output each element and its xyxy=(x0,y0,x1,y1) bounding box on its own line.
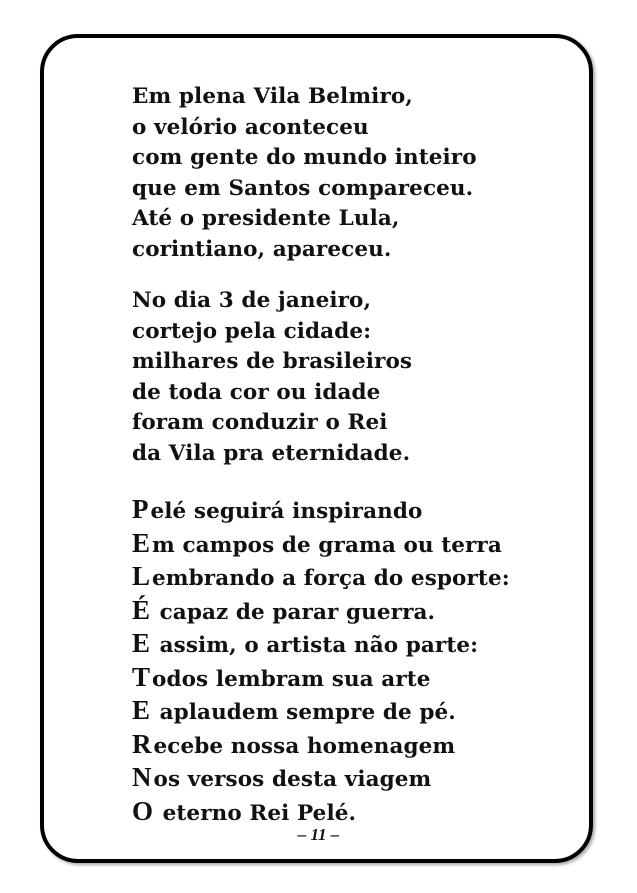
poem-line: foram conduzir o Rei xyxy=(132,410,388,435)
stanza-2 xyxy=(132,286,412,469)
poem-line: milhares de brasileiros xyxy=(132,349,413,374)
stanza-1 xyxy=(132,82,477,265)
acrostic-rest: ecebe nossa homenagem xyxy=(153,733,456,759)
poem-line: com gente do mundo inteiro xyxy=(132,145,477,170)
acrostic-initial: É xyxy=(132,594,153,625)
page-number: – 11 – xyxy=(297,825,340,844)
acrostic-initial: T xyxy=(132,661,153,692)
acrostic-line xyxy=(132,528,510,562)
poem-line: cortejo pela cidade: xyxy=(132,318,372,344)
poem-line: de toda cor ou idade xyxy=(132,379,381,405)
acrostic-initial: P xyxy=(132,494,151,524)
acrostic-line xyxy=(132,796,510,830)
poem-line: Até o presidente Lula, xyxy=(132,206,400,231)
acrostic-rest: aplaudem sempre de pé. xyxy=(152,700,456,725)
acrostic-initial: L xyxy=(132,561,153,591)
acrostic-initial: E xyxy=(132,695,153,725)
acrostic-rest: assim, o artista não parte: xyxy=(152,633,479,658)
acrostic-initial: E xyxy=(132,628,153,658)
acrostic-initial: O xyxy=(132,795,156,826)
acrostic-rest: capaz de parar guerra. xyxy=(152,599,436,625)
acrostic-rest: m campos de grama ou terra xyxy=(152,532,502,558)
poem-line: da Vila pra eternidade. xyxy=(132,440,411,466)
acrostic-line xyxy=(132,695,510,729)
poem-line: o velório aconteceu xyxy=(132,114,369,140)
acrostic-line xyxy=(132,628,510,662)
acrostic-line xyxy=(132,729,510,763)
acrostic-line xyxy=(132,595,510,629)
acrostic-rest: elé seguirá inspirando xyxy=(150,499,423,524)
acrostic-line xyxy=(132,494,510,528)
acrostic-line xyxy=(132,762,510,796)
acrostic-rest: odos lembram sua arte xyxy=(152,666,431,692)
acrostic-initial: R xyxy=(132,728,154,759)
acrostic-rest: embrando a força do esporte: xyxy=(152,566,510,591)
acrostic-stanza xyxy=(132,494,510,829)
poem-line: No dia 3 de janeiro, xyxy=(132,288,372,313)
acrostic-rest: os versos desta viagem xyxy=(153,767,432,792)
acrostic-line xyxy=(132,561,510,595)
poem-line: corintiano, apareceu. xyxy=(132,236,392,262)
poem-line: que em Santos compareceu. xyxy=(132,175,474,201)
poem-line: Em plena Vila Belmiro, xyxy=(132,84,413,109)
acrostic-initial: N xyxy=(132,762,154,792)
acrostic-initial: E xyxy=(132,527,153,558)
acrostic-rest: eterno Rei Pelé. xyxy=(155,800,357,826)
acrostic-line xyxy=(132,662,510,696)
